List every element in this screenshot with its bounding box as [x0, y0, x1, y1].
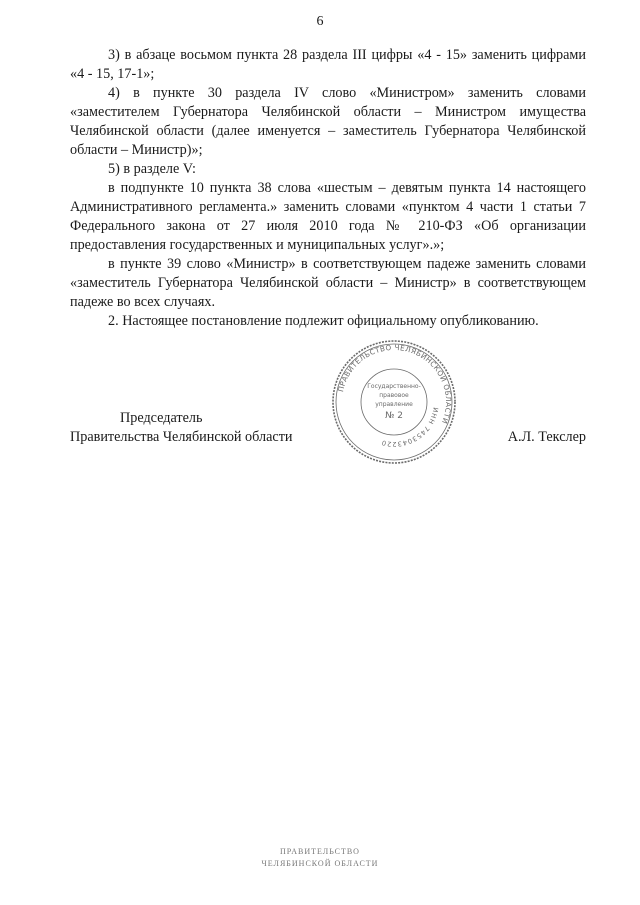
- signatory-title-line-1: Председатель: [120, 410, 203, 426]
- footer-stamp: [0, 846, 640, 870]
- document-body: [70, 46, 586, 331]
- seal-inner-line-3: управление: [375, 401, 413, 408]
- seal-outer-text: ПРАВИТЕЛЬСТВО ЧЕЛЯБИНСКОЙ ОБЛАСТИ: [336, 342, 454, 426]
- signatory-name: А.Л. Текслер: [507, 429, 586, 445]
- seal-inner-line-1: Государственно-: [367, 383, 421, 390]
- seal-inn-text: ИНН 7453043220: [380, 406, 440, 449]
- paragraph-publication: 2. Настоящее постановление подлежит официальному опубликованию.: [108, 313, 539, 329]
- paragraph-subitem-38: в подпункте 10 пункта 38 слова «шестым – девятым пункта 14 настоящего Административного регламента.» заменить словами «пунктом 4 части 1 статьи 7 Федерального закона от 27 июля 2010 года № 210-ФЗ «Об организации предоставления государственных и муниципальных услуг».»;: [70, 180, 586, 253]
- footer-stamp-line-2: ЧЕЛЯБИНСКОЙ ОБЛАСТИ: [261, 859, 379, 868]
- paragraph-item-4: 4) в пункте 30 раздела IV слово «Министром» заменить словами «заместителем Губернатора Челябинской области – Министром имущества Челябинской области (далее именуется – заместитель Губернатора Челябинской области – Министр)»;: [70, 85, 586, 158]
- signatory-title-line-2: Правительства Челябинской области: [70, 429, 293, 445]
- paragraph-item-5: 5) в разделе V:: [108, 161, 196, 177]
- seal-inner-line-4: № 2: [385, 411, 403, 421]
- page-number: 6: [316, 14, 324, 29]
- signature-block: [70, 406, 586, 449]
- seal-inner-line-2: правовое: [379, 392, 409, 399]
- paragraph-item-3: 3) в абзаце восьмом пункта 28 раздела III цифры «4 - 15» заменить цифрами «4 - 15, 17-1»;: [70, 47, 586, 82]
- paragraph-subitem-39: в пункте 39 слово «Министр» в соответствующем падеже заменить словами «заместитель Губернатора Челябинской области – Министр» в соответствующем падеже во всех случаях.: [70, 256, 586, 310]
- footer-stamp-line-1: ПРАВИТЕЛЬСТВО: [280, 847, 360, 856]
